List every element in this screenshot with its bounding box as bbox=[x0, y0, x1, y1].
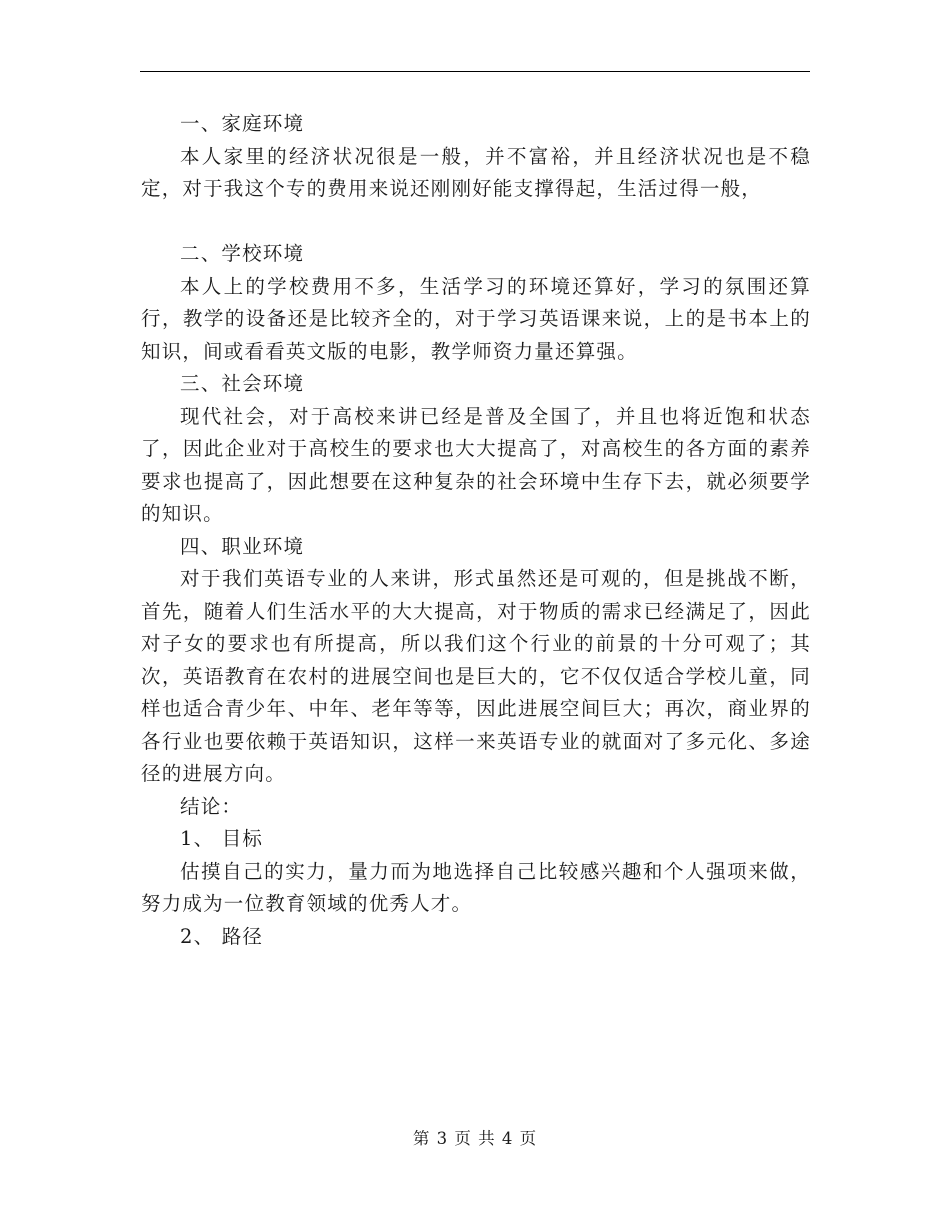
paragraph-school: 本人上的学校费用不多，生活学习的环境还算好，学习的氛围还算行，教学的设备还是比较齐全的，对于学习英语课来说，上的是书本上的知识，间或看看英文版的电影，教学师资力量还算强。 bbox=[141, 274, 811, 363]
document-body bbox=[141, 108, 811, 953]
section-heading-school: 二、学校环境 bbox=[180, 242, 305, 265]
header-rule bbox=[140, 71, 810, 72]
footer-suffix: 页 bbox=[519, 1129, 538, 1148]
section-heading-career: 四、职业环境 bbox=[180, 534, 305, 558]
section-heading-society: 三、社会环境 bbox=[180, 372, 305, 395]
subheading-goal: 1、 目标 bbox=[180, 827, 264, 850]
section-heading-family: 一、家庭环境 bbox=[180, 112, 305, 135]
footer-total-pages: 4 bbox=[501, 1129, 514, 1148]
paragraph-goal: 估摸自己的实力，量力而为地选择自己比较感兴趣和个人强项来做，努力成为一位教育领域的优秀人才。 bbox=[141, 859, 811, 915]
paragraph-family: 本人家里的经济状况很是一般，并不富裕，并且经济状况也是不稳定，对于我这个专的费用来说还刚刚好能支撑得起，生活过得一般， bbox=[141, 144, 811, 200]
paragraph-society: 现代社会，对于高校来讲已经是普及全国了，并且也将近饱和状态了，因此企业对于高校生的要求也大大提高了，对高校生的各方面的素养要求也提高了，因此想要在这种复杂的社会环境中生存下去，就必须要学的知识。 bbox=[141, 404, 811, 525]
paragraph-career: 对于我们英语专业的人来讲，形式虽然还是可观的，但是挑战不断，首先，随着人们生活水平的大大提高，对于物质的需求已经满足了，因此对子女的要求也有所提高，所以我们这个行业的前景的十分可观了；其次，英语教育在农村的进展空间也是巨大的，它不仅仅适合学校儿童，同样也适合青少年、中年、老年等等，因此进展空间巨大；再次，商业界的各行业也要依赖于英语知识，这样一来英语专业的就面对了多元化、多途径的进展方向。 bbox=[141, 567, 811, 785]
blank-line bbox=[141, 206, 811, 239]
footer-prefix: 第 bbox=[412, 1129, 431, 1148]
subheading-path: 2、 路径 bbox=[180, 924, 264, 948]
footer-current-page: 3 bbox=[436, 1129, 449, 1148]
footer-middle: 页 共 bbox=[454, 1129, 496, 1148]
page-footer bbox=[0, 1125, 950, 1149]
section-heading-conclusion: 结论： bbox=[180, 794, 243, 818]
